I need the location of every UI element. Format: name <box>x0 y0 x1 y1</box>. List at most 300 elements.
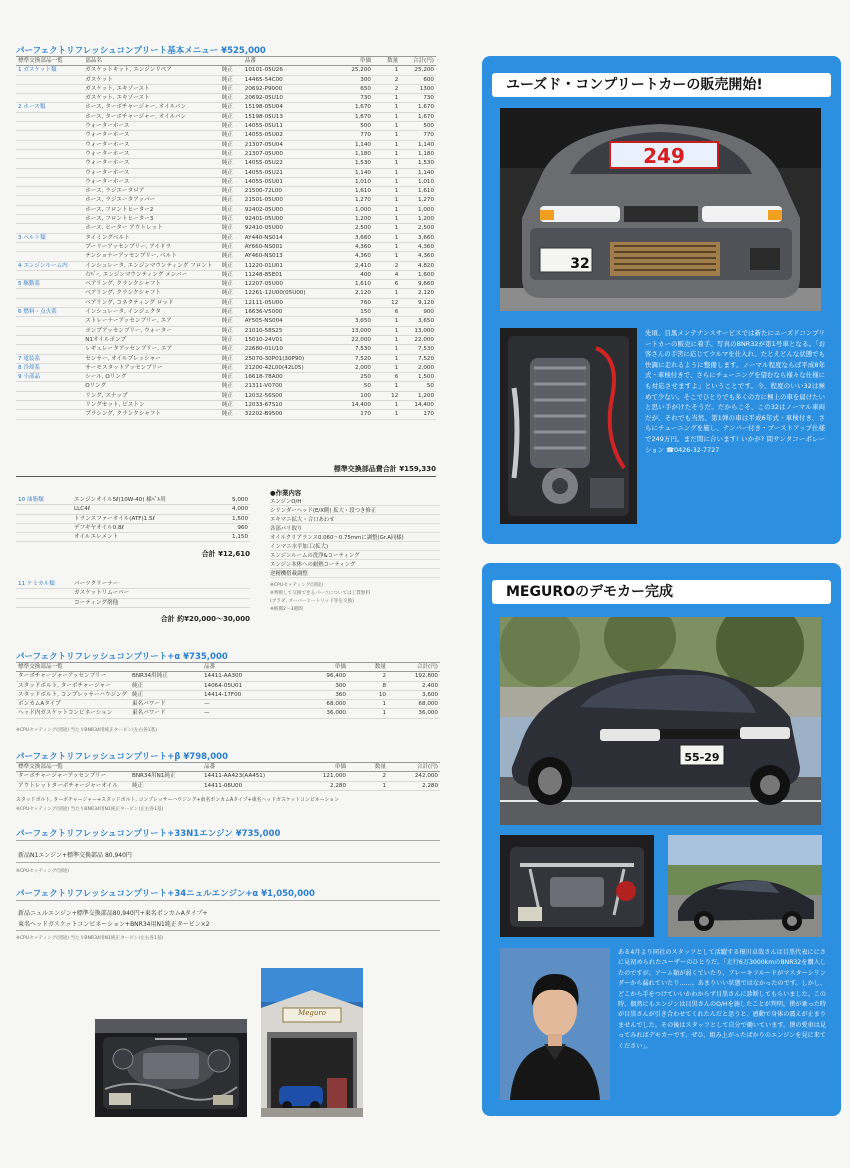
table-cell <box>16 168 83 177</box>
table-cell: 1 <box>373 159 400 168</box>
work-note: ※CPUセッティング(別途) <box>270 583 324 588</box>
table-cell: 純正 <box>220 149 243 158</box>
table-cell: 3,600 <box>388 690 440 699</box>
table-cell: ウォーターホース <box>83 131 220 140</box>
table-cell: 1 <box>373 400 400 409</box>
table-row <box>16 215 436 224</box>
col-header: 数量 <box>348 763 388 772</box>
table-cell: トランスファーオイル(ATF)1.5ℓ <box>72 514 210 523</box>
table-cell: 21501-05U00 <box>243 196 327 205</box>
staff-portrait-photo <box>500 948 610 1100</box>
table-cell: 650 <box>327 84 373 93</box>
table-row <box>16 131 436 140</box>
table-cell: 21311-V0700 <box>243 382 327 391</box>
table-cell <box>16 122 83 131</box>
table-cell: 純正 <box>220 196 243 205</box>
table-cell: 純正 <box>220 159 243 168</box>
col-header: 品番 <box>202 663 294 672</box>
table-cell: エンジンオイル5ℓ(10W-40) 様ﾍﾟﾙ用 <box>72 496 210 505</box>
col-header: 合計(円) <box>388 763 440 772</box>
table-cell: 600 <box>400 75 436 84</box>
table-cell: 16636-V5000 <box>243 308 327 317</box>
table-cell: タイミングベルト <box>83 233 220 242</box>
table-cell: N1オイルポンプ <box>83 335 220 344</box>
table-cell: 3,650 <box>400 317 436 326</box>
table-cell: 1300 <box>400 84 436 93</box>
table-header-row <box>16 57 436 66</box>
table-cell: 14055-05U11 <box>243 122 327 131</box>
n1engine-text: 新品N1エンジン+標準交換部品 80,940円 <box>18 852 132 859</box>
table-cell: 14055-05U21 <box>243 168 327 177</box>
table-cell: 170 <box>400 410 436 419</box>
table-cell: 400 <box>327 270 373 279</box>
table-cell: 7,520 <box>400 354 436 363</box>
table-cell: 3,660 <box>400 233 436 242</box>
table-row <box>16 589 250 598</box>
table-cell: 11 ケミカル類 <box>16 580 72 589</box>
table-cell <box>16 75 83 84</box>
n1new-text: 新品ニュルエンジン+標準交換部品80,940円+東名ポンカムAタイプ+ <box>18 910 208 917</box>
table-cell: 純正 <box>220 233 243 242</box>
table-cell: 2,000 <box>400 363 436 372</box>
table-cell: 1 <box>373 410 400 419</box>
table-cell: 4 <box>373 270 400 279</box>
table-cell: ポンプアッセンブリー, ウォーター <box>83 326 220 335</box>
table-cell: 2,280 <box>388 781 440 790</box>
table-row <box>16 700 440 709</box>
table-cell: 1,010 <box>327 177 373 186</box>
n1new-text: 東名ヘッドガスケットコンビネーション+BNR34用N1純正タービン×2 <box>18 921 210 928</box>
table-cell: 1 <box>373 317 400 326</box>
table-cell: ベアリング, クランクシャフト <box>83 289 220 298</box>
table-row <box>16 354 436 363</box>
table-cell: 1,500 <box>400 373 436 382</box>
table-cell: 21307-05U00 <box>243 149 327 158</box>
table-cell: 純正 <box>130 690 202 699</box>
table-cell: 12 <box>373 391 400 400</box>
table-cell: 8 <box>348 681 388 690</box>
table-cell: テンショナーアッセンブリー, ベルト <box>83 252 220 261</box>
work-item: 各部バリ取り <box>270 525 440 533</box>
table-cell <box>16 224 83 233</box>
table-cell: 8 冷却系 <box>16 363 83 372</box>
table-cell: 13,000 <box>327 326 373 335</box>
price-sign-text: 249 <box>643 144 685 168</box>
table-cell: 純正 <box>220 298 243 307</box>
work-item: シリンダーヘッド(E/X側) 拡大・段つき修正 <box>270 507 440 515</box>
table-cell: 4,360 <box>400 252 436 261</box>
table-cell: 純正 <box>220 317 243 326</box>
col-header <box>130 663 202 672</box>
table-cell <box>16 400 83 409</box>
table-row <box>16 505 250 514</box>
table-cell <box>16 242 83 251</box>
table-cell: — <box>202 700 294 709</box>
table-row <box>16 345 436 354</box>
table-cell: 9 小部品 <box>16 373 83 382</box>
table-cell: — <box>202 709 294 718</box>
table-cell: 3,660 <box>327 233 373 242</box>
table-cell: 1 <box>373 363 400 372</box>
table-row <box>16 523 250 532</box>
n1new-title: パーフェクトリフレッシュコンプリート+34ニュルエンジン+α ¥1,050,000 <box>16 889 315 899</box>
table-cell <box>16 514 72 523</box>
table-cell <box>16 94 83 103</box>
table-row <box>16 317 436 326</box>
table-cell: 32202-B9500 <box>243 410 327 419</box>
table-row <box>16 112 436 121</box>
basic-menu-title: パーフェクトリフレッシュコンプリート基本メニュー ¥525,000 <box>16 46 266 56</box>
table-cell: 192,800 <box>388 672 440 681</box>
table-cell: 1,670 <box>400 103 436 112</box>
table-cell: 純正 <box>130 781 202 790</box>
table-cell: 14064-05U01 <box>202 681 294 690</box>
table-cell: 4,820 <box>400 261 436 270</box>
table-cell: 1 <box>348 709 388 718</box>
table-cell <box>16 326 83 335</box>
table-cell: 純正 <box>220 400 243 409</box>
table-cell: 純正 <box>220 382 243 391</box>
table-cell: 1,140 <box>400 168 436 177</box>
table-cell: 純正 <box>220 122 243 131</box>
table-cell: デフギヤオイル0.8ℓ <box>72 523 210 532</box>
table-row <box>16 140 436 149</box>
table-cell: 純正 <box>130 681 202 690</box>
table-cell: 1 <box>373 140 400 149</box>
table-cell: 730 <box>400 94 436 103</box>
table-cell <box>16 177 83 186</box>
table-row <box>16 772 440 781</box>
table-cell <box>16 252 83 261</box>
table-row <box>16 298 436 307</box>
table-cell: 純正 <box>220 131 243 140</box>
table-cell: 1 ガスケット類 <box>16 66 83 75</box>
table-cell <box>16 317 83 326</box>
table-cell <box>16 598 72 607</box>
table-row <box>16 94 436 103</box>
table-cell: 20692-05U10 <box>243 94 327 103</box>
divider <box>16 900 440 901</box>
table-cell: 純正 <box>220 94 243 103</box>
table-cell: 純正 <box>220 112 243 121</box>
table-cell: センサー, オイルプレッシャー <box>83 354 220 363</box>
table-cell: 10 油脂類 <box>16 496 72 505</box>
table-row <box>16 326 436 335</box>
table-cell: ホース, フロントヒーター2 <box>83 205 220 214</box>
table-cell: プーリーアッセンブリー, アイドラ <box>83 242 220 251</box>
work-item: 逆精機搭載調整 <box>270 570 440 578</box>
table-row <box>16 681 440 690</box>
table-row <box>16 410 436 419</box>
table-cell <box>16 215 83 224</box>
work-item: エンジンルームの洗浄&コーティング <box>270 552 440 560</box>
table-cell: 純正 <box>220 140 243 149</box>
table-cell: スタッドボルト, コンプレッサーハウジング <box>16 690 130 699</box>
table-cell: 14411-AA300 <box>202 672 294 681</box>
table-cell: 純正 <box>220 252 243 261</box>
table-cell: 2 ホース類 <box>16 103 83 112</box>
table-cell: 770 <box>400 131 436 140</box>
table-cell: 1,000 <box>327 205 373 214</box>
table-cell: 5 駆動系 <box>16 280 83 289</box>
table-cell: 4,360 <box>327 252 373 261</box>
table-cell: ガスケット, エキゾースト <box>83 84 220 93</box>
table-cell: 900 <box>400 308 436 317</box>
demo-car-road-photo <box>500 617 821 825</box>
table-cell: 純正 <box>220 224 243 233</box>
table-cell: 2,400 <box>388 681 440 690</box>
table-cell: レギュレータアッセンブリー, エア <box>83 345 220 354</box>
table-row <box>16 66 436 75</box>
table-cell: 14411-06U00 <box>202 781 294 790</box>
table-cell: 21500-72L00 <box>243 187 327 196</box>
table-cell: 1 <box>373 187 400 196</box>
table-cell: 14414-17F00 <box>202 690 294 699</box>
table-cell: 1,270 <box>400 196 436 205</box>
gtr-front-photo <box>500 108 821 311</box>
table-cell: 92401-05U00 <box>243 215 327 224</box>
table-cell <box>16 523 72 532</box>
n1engine-title: パーフェクトリフレッシュコンプリート+33N1エンジン ¥735,000 <box>16 829 281 839</box>
table-cell: 1,150 <box>210 533 250 542</box>
table-cell: 1,670 <box>327 112 373 121</box>
table-cell: ホース, フロントヒーター3 <box>83 215 220 224</box>
table-cell: ウォーターホース <box>83 168 220 177</box>
table-cell: 1 <box>373 122 400 131</box>
table-cell: 1,530 <box>400 159 436 168</box>
basic-subtotal: 標準交換部品費合計 ¥159,330 <box>333 465 436 473</box>
table-cell <box>16 112 83 121</box>
table-cell: 100 <box>327 391 373 400</box>
table-cell: 1,500 <box>210 514 250 523</box>
table-cell: リングセット, ピストン <box>83 400 220 409</box>
table-row <box>16 233 436 242</box>
alpha-note: ※CPUセッティング(別途) 当たりBNR34用純正タービン(左右各1基) <box>16 728 157 733</box>
table-cell: 500 <box>327 122 373 131</box>
table-cell: インシュレータ, インジェクタ <box>83 308 220 317</box>
table-cell: BNR34用N1純正 <box>130 772 202 781</box>
col-header: 数量 <box>373 57 400 66</box>
table-cell: 1 <box>373 205 400 214</box>
table-cell <box>16 205 83 214</box>
table-cell: 1 <box>373 224 400 233</box>
table-cell <box>16 382 83 391</box>
table-cell: 2,410 <box>327 261 373 270</box>
table-row <box>16 84 436 93</box>
table-cell: 250 <box>327 373 373 382</box>
table-cell: 1,180 <box>400 149 436 158</box>
table-cell: 純正 <box>220 410 243 419</box>
table-cell: 2 <box>348 772 388 781</box>
table-cell: 純正 <box>220 84 243 93</box>
table-row <box>16 335 436 344</box>
table-cell: 22,000 <box>400 335 436 344</box>
table-cell: ウォーターホース <box>83 159 220 168</box>
col-header <box>220 57 243 66</box>
table-cell: 4,000 <box>210 505 250 514</box>
work-item: エキマニ拡大・合口あわせ <box>270 516 440 524</box>
table-cell: 1,670 <box>327 103 373 112</box>
work-item: インマニ水平加工(拡大) <box>270 543 440 551</box>
table-cell: 4,360 <box>327 242 373 251</box>
table-cell: BNR34用純正 <box>130 672 202 681</box>
work-title: ●作業内容 <box>270 489 302 497</box>
table-row <box>16 252 436 261</box>
work-note: ※判断して交換できるパーツについては工賃無料 <box>270 591 371 596</box>
table-row <box>16 363 436 372</box>
table-cell: 13,000 <box>400 326 436 335</box>
table-cell: ホース, ラジエータロア <box>83 187 220 196</box>
table-cell: ウォーターホース <box>83 177 220 186</box>
table-cell: 1 <box>373 354 400 363</box>
table-cell <box>16 391 83 400</box>
table-cell: Oリング <box>83 382 220 391</box>
table-cell: 22680-01U10 <box>243 345 327 354</box>
table-cell: 1,140 <box>327 168 373 177</box>
table-cell: 960 <box>210 523 250 532</box>
demo-car-plate-text: 55-29 <box>684 751 720 764</box>
table-row <box>16 496 250 505</box>
table-cell: 50 <box>327 382 373 391</box>
table-cell: 純正 <box>220 168 243 177</box>
table-cell: 14055-05U01 <box>243 177 327 186</box>
table-cell: 25,200 <box>327 66 373 75</box>
table-cell: 1,610 <box>327 187 373 196</box>
table-cell: パーツクリーナー <box>72 580 250 589</box>
table-cell: 東名パワード <box>130 709 202 718</box>
table-cell: ホース, ターボチャージャー, オイルパン <box>83 112 220 121</box>
table-cell: 22,000 <box>327 335 373 344</box>
table-row <box>16 533 250 542</box>
table-cell: 1 <box>373 66 400 75</box>
table-cell: 12032-56S00 <box>243 391 327 400</box>
demo-car-side-photo <box>668 835 822 937</box>
table-cell: 10101-05U26 <box>243 66 327 75</box>
table-cell: AY440-NS014 <box>243 233 327 242</box>
table-cell: 1 <box>373 233 400 242</box>
col-header: 数量 <box>348 663 388 672</box>
table-row <box>16 709 440 718</box>
table-cell: 11220-01U01 <box>243 261 327 270</box>
table-cell: 15010-24V01 <box>243 335 327 344</box>
divider <box>16 840 440 841</box>
col-header: 品番 <box>243 57 327 66</box>
table-cell: AY505-NS004 <box>243 317 327 326</box>
table-cell <box>16 84 83 93</box>
alpha-title: パーフェクトリフレッシュコンプリート+α ¥735,000 <box>16 652 228 662</box>
work-item: エンジンO/H <box>270 498 440 506</box>
oils-subtotal: 合計 ¥12,610 <box>201 550 250 558</box>
table-cell <box>16 149 83 158</box>
table-cell: 1,530 <box>327 159 373 168</box>
table-cell <box>16 187 83 196</box>
table-cell: 360 <box>294 690 348 699</box>
demo-engine-photo <box>500 835 654 937</box>
table-cell: 121,000 <box>294 772 348 781</box>
col-header: 単価 <box>327 57 373 66</box>
table-cell: 92402-05U00 <box>243 205 327 214</box>
table-cell: 50 <box>400 382 436 391</box>
table-cell: 21010-58S25 <box>243 326 327 335</box>
table-row <box>16 270 436 279</box>
table-cell: プラシング, クランクシャフト <box>83 410 220 419</box>
chemicals-table <box>16 580 250 608</box>
table-cell: 1,010 <box>400 177 436 186</box>
table-cell: 1 <box>373 335 400 344</box>
table-cell: 純正 <box>220 289 243 298</box>
table-cell: ホース, ラジエータアッパー <box>83 196 220 205</box>
table-row <box>16 289 436 298</box>
table-cell: 12 <box>373 298 400 307</box>
table-cell: 12207-05U00 <box>243 280 327 289</box>
table-header-row <box>16 763 440 772</box>
col-header: 合計(円) <box>400 57 436 66</box>
col-header: 標準交換部品一覧 <box>16 763 130 772</box>
table-cell: 1 <box>348 700 388 709</box>
table-cell <box>16 410 83 419</box>
table-cell: ウォーターホース <box>83 140 220 149</box>
table-cell: AY660-NS001 <box>243 242 327 251</box>
table-cell <box>16 140 83 149</box>
table-cell: 2,500 <box>327 224 373 233</box>
work-item: オイルクリアランス0.060〜0.75mmに調整(Gr.A同様) <box>270 534 440 542</box>
divider <box>16 476 436 477</box>
beta-title: パーフェクトリフレッシュコンプリート+β ¥798,000 <box>16 752 229 762</box>
table-cell: ガスケット <box>83 75 220 84</box>
col-header: 品番 <box>202 763 294 772</box>
table-cell: 1 <box>373 196 400 205</box>
table-cell: ｲﾝﾊﾞｰ, エンジンマウンティング メンバー <box>83 270 220 279</box>
beta-note: ※CPUセッティング(別途) 当たりBNR34用N1純正タービン(左右各1基) <box>16 807 164 812</box>
col-header: 単価 <box>294 663 348 672</box>
table-cell: 6 <box>373 280 400 289</box>
table-cell: 1,270 <box>327 196 373 205</box>
table-cell: 2,000 <box>327 363 373 372</box>
table-cell: 12111-05U00 <box>243 298 327 307</box>
table-cell: 25070-30P01(30P90) <box>243 354 327 363</box>
table-cell: 7,530 <box>400 345 436 354</box>
alpha-table <box>16 662 440 719</box>
col-header: 標準交換部品一覧 <box>16 57 83 66</box>
table-cell: 1 <box>373 168 400 177</box>
table-cell: 21307-05U04 <box>243 140 327 149</box>
table-cell: アウトレットターボチャージャーオイル <box>16 781 130 790</box>
table-cell <box>16 589 72 598</box>
table-cell: 10 <box>348 690 388 699</box>
chemicals-subtotal: 合計 約¥20,000〜30,000 <box>160 615 250 623</box>
table-cell <box>16 533 72 542</box>
table-cell: 4 エンジンルーム内 <box>16 261 83 270</box>
table-cell: 300 <box>327 75 373 84</box>
panel2-title: MEGUROのデモカー完成 <box>492 580 831 604</box>
table-cell: 2,280 <box>294 781 348 790</box>
table-row <box>16 242 436 251</box>
table-cell: 2 <box>373 84 400 93</box>
col-header: 部品名 <box>83 57 220 66</box>
table-row <box>16 149 436 158</box>
work-note: (ブラダ, オーバーヒートリッド等を交換) <box>270 599 354 604</box>
table-cell: 170 <box>327 410 373 419</box>
rb26-engine-photo <box>500 328 637 524</box>
table-cell: 300 <box>294 681 348 690</box>
table-cell: 730 <box>327 94 373 103</box>
n1engine-note: ※CPUセッティング(別途) <box>16 869 70 874</box>
table-row <box>16 308 436 317</box>
license-plate-text: 32 <box>570 256 590 272</box>
table-cell: 3 ベルト類 <box>16 233 83 242</box>
divider <box>16 930 440 931</box>
col-header <box>130 763 202 772</box>
